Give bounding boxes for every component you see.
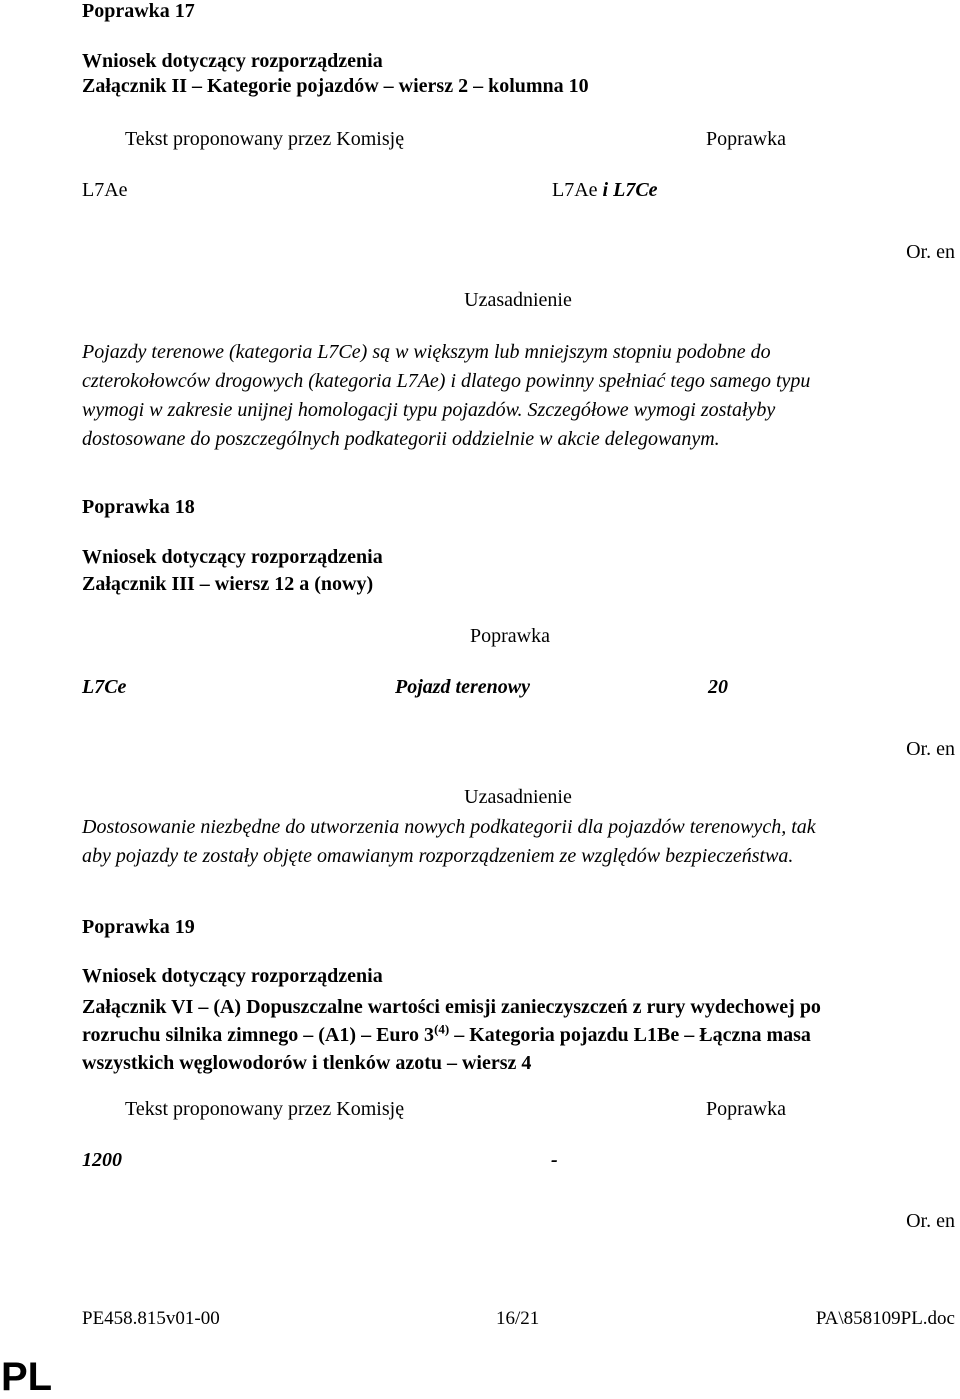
justification-line: czterokołowców drogowych (kategoria L7Ae) i dlatego powinny spełniać tego samego typu xyxy=(82,370,811,392)
justification-line: aby pojazdy te zostały objęte omawianym rozporządzeniem ze względów bezpieczeństwa. xyxy=(82,845,794,867)
footnote-marker: (4) xyxy=(434,1021,450,1037)
amendment-17-amendment-text xyxy=(552,180,658,200)
amendment-17-col-amendment: Poprawka xyxy=(706,128,786,150)
reference-line: wszystkich węglowodorów i tlenków azotu – wiersz 4 xyxy=(82,1052,532,1074)
amendment-19-proposal: Wniosek dotyczący rozporządzenia xyxy=(82,965,383,987)
amendment-19-original-lang: Or. en xyxy=(906,1210,955,1232)
amendment-17-commission-text: L7Ae xyxy=(82,179,128,201)
amendment-18-justification-title: Uzasadnienie xyxy=(464,786,572,808)
amendment-18-justification xyxy=(82,813,952,871)
amendment-18-reference: Załącznik III – wiersz 12 a (nowy) xyxy=(82,573,374,595)
amendment-19-col-amendment: Poprawka xyxy=(706,1098,786,1120)
justification-line: dostosowane do poszczególnych podkategorii oddzielnie w akcie delegowanym. xyxy=(82,428,720,450)
justification-line: Pojazdy terenowe (kategoria L7Ce) są w większym lub mniejszym stopniu podobne do xyxy=(82,341,771,363)
amendment-17-col-commission: Tekst proponowany przez Komisję xyxy=(125,128,405,150)
amendment-17-reference: Załącznik II – Kategorie pojazdów – wiersz 2 – kolumna 10 xyxy=(82,75,589,97)
amendment-19-col-commission: Tekst proponowany przez Komisję xyxy=(125,1098,405,1120)
amendment-19-amendment-value: - xyxy=(551,1149,558,1171)
amendment-17-justification-title: Uzasadnienie xyxy=(464,289,572,311)
amendment-17-amendment-text-italic: i L7Ce xyxy=(602,179,658,201)
amendment-17-original-lang: Or. en xyxy=(906,241,955,263)
amendment-17-proposal: Wniosek dotyczący rozporządzenia xyxy=(82,50,383,72)
justification-line: Dostosowanie niezbędne do utworzenia nowych podkategorii dla pojazdów terenowych, tak xyxy=(82,816,816,838)
reference-line-part: – Kategoria pojazdu L1Be – Łączna masa xyxy=(449,1024,811,1046)
amendment-18-row-name: Pojazd terenowy xyxy=(395,676,530,698)
amendment-17-justification xyxy=(82,338,952,454)
footer-page-number: 16/21 xyxy=(496,1308,540,1329)
amendment-17-amendment-text-plain: L7Ae xyxy=(552,179,603,201)
reference-line-part: rozruchu silnika zimnego – (A1) – Euro 3 xyxy=(82,1024,435,1046)
amendment-18-proposal: Wniosek dotyczący rozporządzenia xyxy=(82,546,383,568)
amendment-19-commission-value: 1200 xyxy=(82,1149,122,1171)
reference-line xyxy=(82,1021,952,1049)
amendment-18-heading: Poprawka 18 xyxy=(82,496,195,518)
amendment-18-col-amendment: Poprawka xyxy=(470,625,550,647)
reference-line: Załącznik VI – (A) Dopuszczalne wartości emisji zanieczyszczeń z rury wydechowej po xyxy=(82,996,821,1018)
amendment-19-heading: Poprawka 19 xyxy=(82,916,195,938)
amendment-19-reference xyxy=(82,993,952,1077)
justification-line: wymogi w zakresie unijnej homologacji typu pojazdów. Szczegółowe wymogi zostałyby xyxy=(82,399,776,421)
amendment-17-heading: Poprawka 17 xyxy=(82,0,195,22)
amendment-18-row-value: 20 xyxy=(708,676,728,698)
amendment-18-row-category: L7Ce xyxy=(82,676,127,698)
footer-file-name: PA\858109PL.doc xyxy=(815,1308,955,1329)
footer-language-code: PL xyxy=(1,1355,53,1399)
amendment-18-original-lang: Or. en xyxy=(906,738,955,760)
footer-doc-ref: PE458.815v01-00 xyxy=(82,1308,220,1329)
